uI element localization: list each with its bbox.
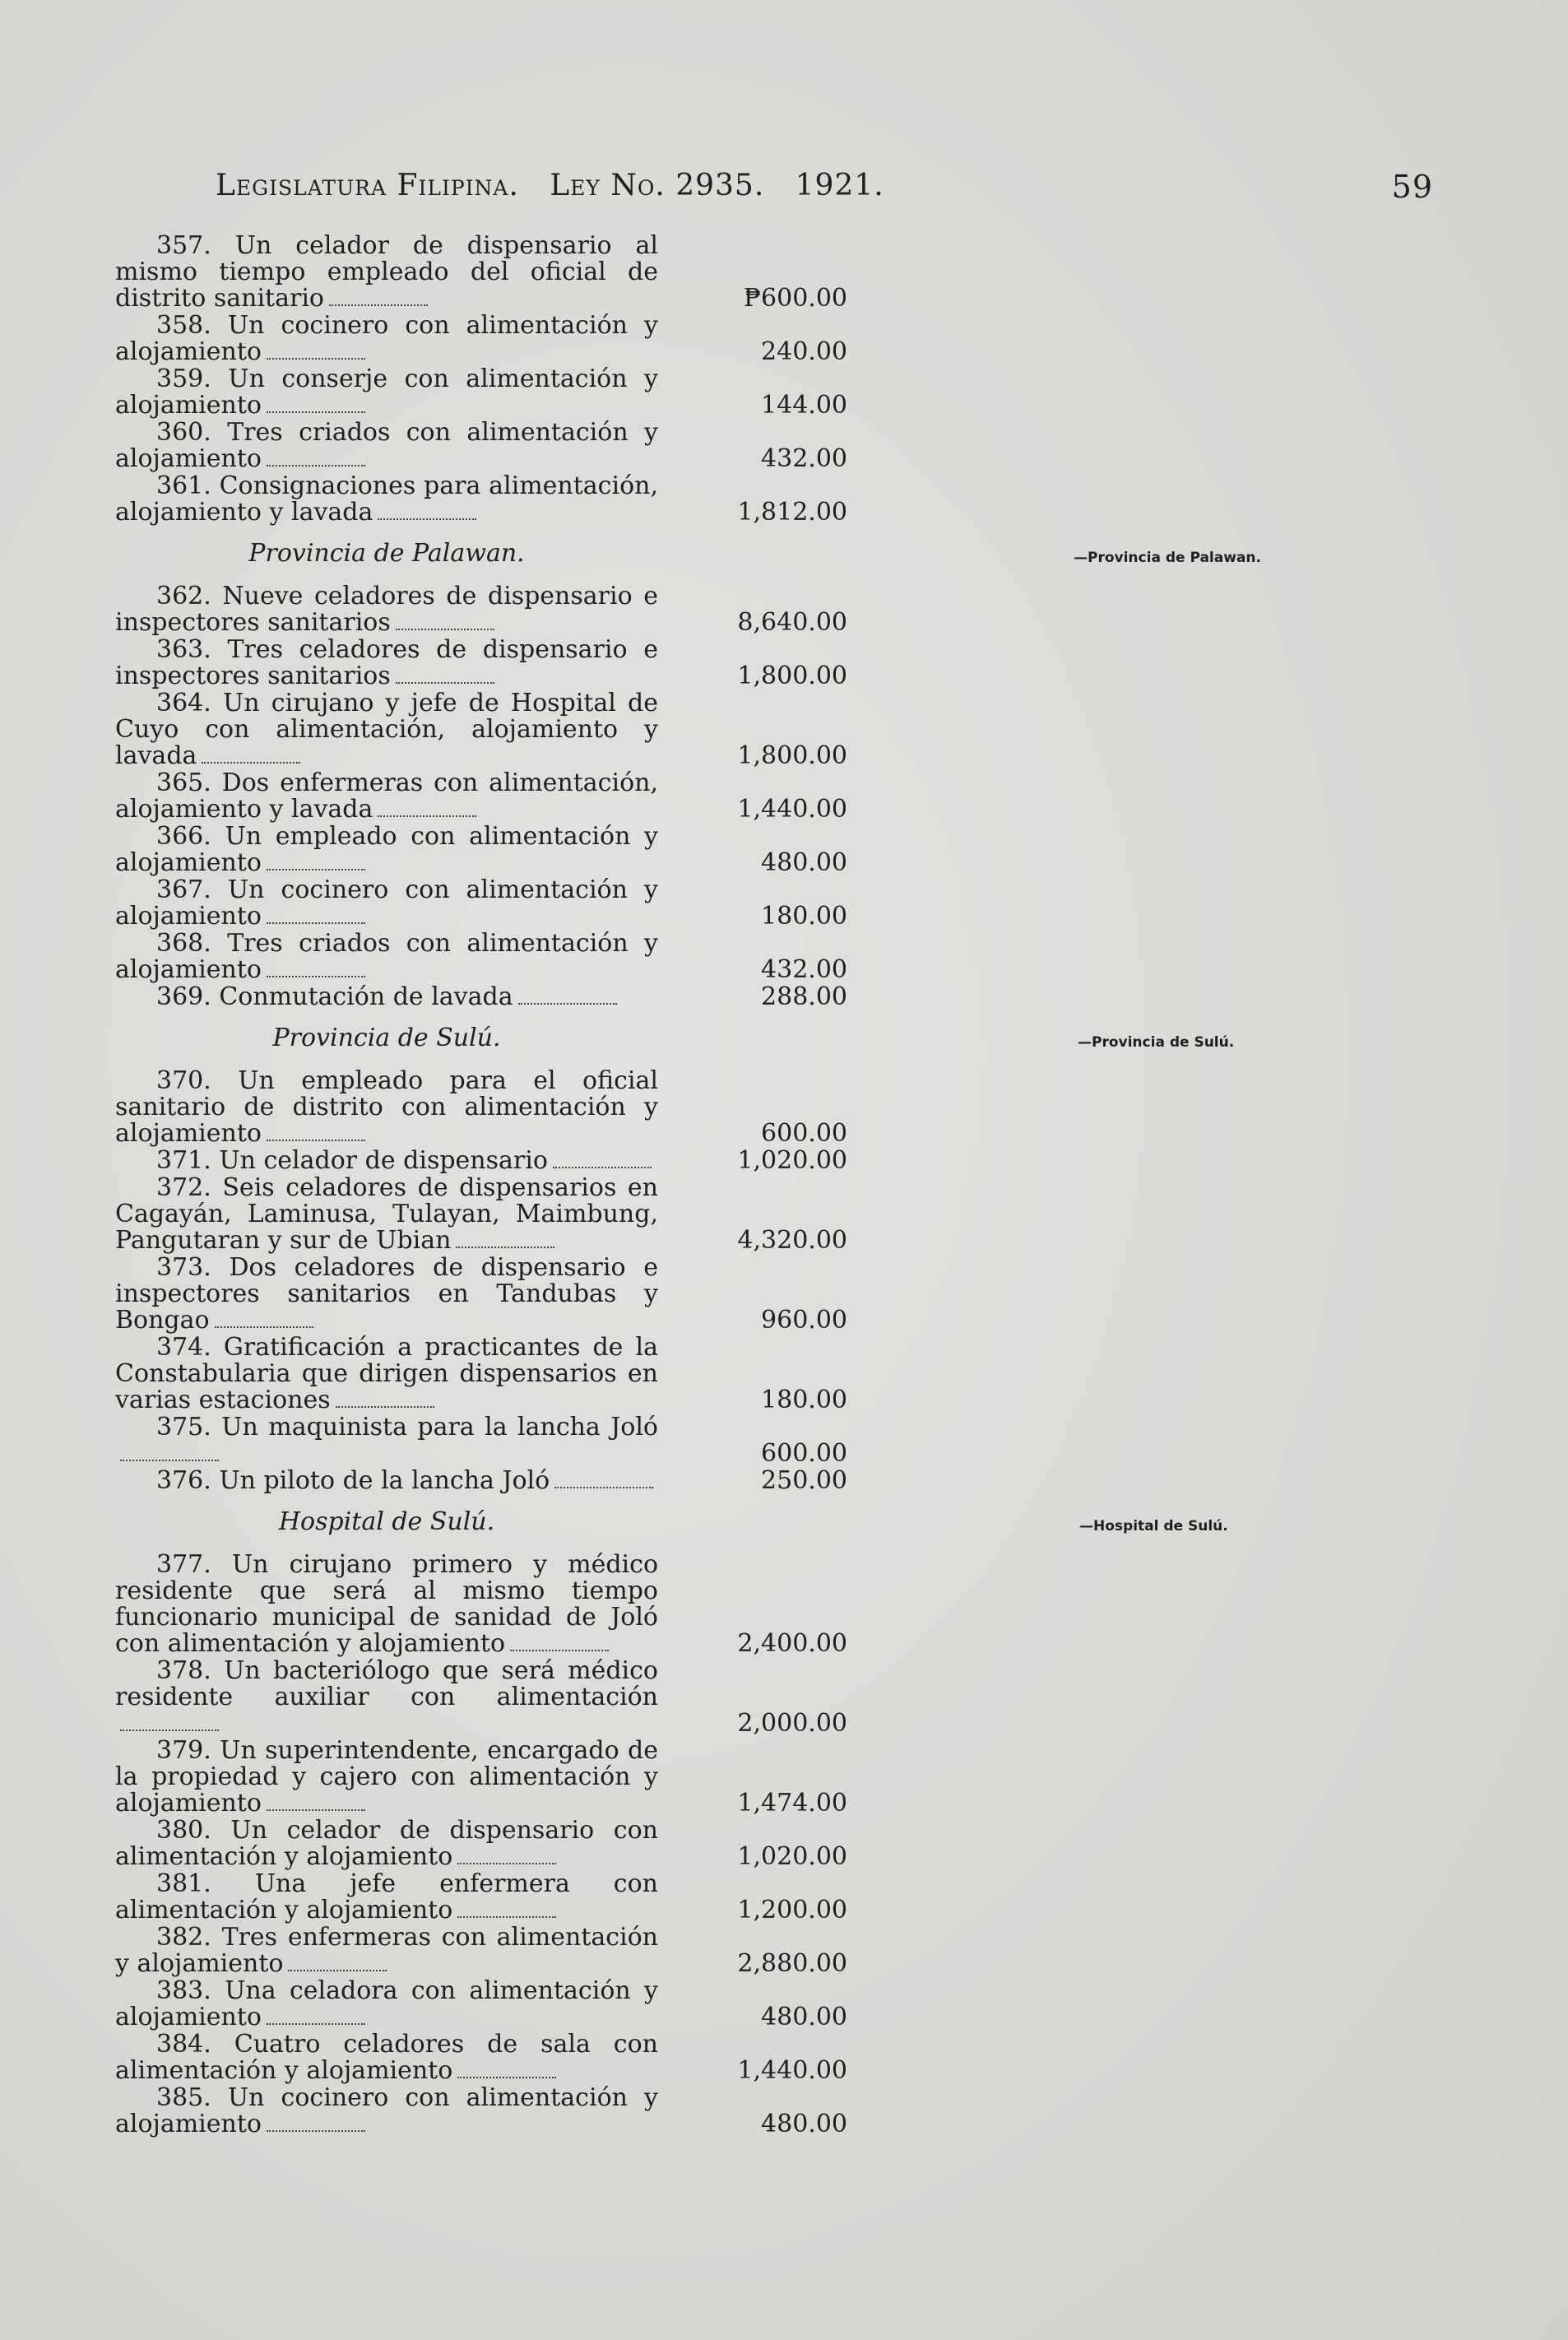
line-item-text: 380. Un celador de dispensario con alimentación y alojamiento [115,1816,658,1871]
dot-leader [554,1483,653,1488]
dot-leader [267,355,365,360]
line-item-text: 365. Dos enfermeras con alimentación, alojamiento y lavada [115,768,658,824]
line-item [115,1818,856,1870]
dot-leader [215,1323,313,1328]
header-title-left: Legislatura Filipina. [216,169,519,202]
line-item-text: 373. Dos celadores de dispensario e inspectores sanitarios en Tandubas y Bongao [115,1253,658,1335]
page-header [216,169,1433,205]
line-item-amount: 1,800.00 [737,741,847,770]
line-item-amount: 2,000.00 [737,1709,847,1738]
margin-note-hospital-sulu: —Hospital de Sulú. [1079,1518,1228,1534]
line-item-text: 368. Tres criados con alimentación y alojamiento [115,929,658,984]
line-item-text: 381. Una jefe enfermera con alimentación y alojamiento [115,1869,658,1924]
line-item [115,1871,856,1924]
line-item [115,1978,856,2031]
line-item-text: 376. Un piloto de la lancha Joló [115,1468,658,1494]
line-item-amount: 432.00 [761,444,847,473]
line-item-text: 369. Conmutación de lavada [115,984,658,1010]
line-item [115,1658,856,1737]
line-item-text: 359. Un conserje con alimentación y alojamiento [115,364,658,420]
dot-leader [120,1726,219,1731]
line-item-amount: 1,440.00 [737,2056,847,2085]
line-item [115,1738,856,1817]
header-year: 1921. [795,169,884,202]
line-item-text: 385. Un cocinero con alimentación y alojamiento [115,2083,658,2138]
line-item-amount: 180.00 [761,902,847,931]
line-item-amount: 2,880.00 [737,1949,847,1978]
line-item [115,366,856,419]
section-title: Provincia de Palawan. [248,539,525,568]
line-item-amount: 1,800.00 [737,662,847,690]
line-item-text: 364. Un cirujano y jefe de Hospital de Cuyo con alimentación, alojamiento y lavada [115,689,658,770]
line-item-amount: 8,640.00 [737,608,847,637]
line-item-text: 374. Gratificación a practicantes de la Constabularia que dirigen dispensarios en varias estaciones [115,1333,658,1414]
line-item-text: 379. Un superintendente, encargado de la propiedad y cajero con alimentación y alojamiento [115,1736,658,1818]
dot-leader [457,1913,556,1918]
line-item [115,931,856,983]
dot-leader [267,1806,365,1811]
dot-leader [267,408,365,413]
line-item [115,1148,856,1174]
line-item-text: 383. Una celadora con alimentación y alojamiento [115,1976,658,2031]
line-item-text: 372. Seis celadores de dispensarios en Cagayán, Laminusa, Tulayan, Maimbung, Pangutaran y sur de Ubian [115,1173,658,1255]
dot-leader [456,1243,554,1248]
dot-leader [336,1403,434,1408]
line-item-text: 375. Un maquinista para la lancha Joló [115,1414,658,1467]
dot-leader [396,679,494,684]
line-item-text: 378. Un bacteriólogo que será médico residente auxiliar con alimentación [115,1658,658,1737]
line-item-text: 384. Cuatro celadores de sala con alimentación y alojamiento [115,2030,658,2085]
dot-leader [378,812,476,817]
line-item-amount: 240.00 [761,337,847,366]
line-item [115,770,856,823]
line-item-amount: 4,320.00 [737,1226,847,1255]
line-item-text: 366. Un empleado con alimentación y alojamiento [115,822,658,877]
line-item [115,1068,856,1147]
dot-leader [553,1163,652,1168]
line-item [115,420,856,472]
section-title: Provincia de Sulú. [272,1024,501,1052]
dot-leader [378,515,476,520]
margin-note-sulu: —Provincia de Sulú. [1078,1034,1235,1051]
line-item-text: 360. Tres criados con alimentación y alojamiento [115,418,658,473]
line-item-amount: 1,812.00 [737,498,847,527]
dot-leader [267,462,365,467]
line-item-text: 361. Consignaciones para alimentación, alojamiento y lavada [115,471,658,527]
line-item-amount: 180.00 [761,1386,847,1414]
line-item-amount: 480.00 [761,2110,847,2138]
line-item [115,313,856,365]
line-item [115,984,856,1010]
line-item-amount: 1,200.00 [737,1896,847,1924]
dot-leader [396,625,494,630]
line-item [115,1335,856,1414]
line-item [115,877,856,930]
line-item [115,824,856,876]
line-item-text: 363. Tres celadores de dispensario e inspectores sanitarios [115,635,658,690]
line-item [115,1255,856,1334]
line-item-text: 382. Tres enfermeras con alimentación y alojamiento [115,1923,658,1978]
line-item [115,2085,856,2138]
line-item [115,1414,856,1467]
line-item [115,1924,856,1977]
dot-leader [267,2127,365,2132]
line-item-text: 358. Un cocinero con alimentación y alojamiento [115,311,658,366]
line-item-amount: 600.00 [761,1439,847,1468]
line-item-amount: 144.00 [761,391,847,420]
dot-leader [120,1456,219,1461]
margin-note-palawan: —Provincia de Palawan. [1074,550,1261,566]
appropriations-list [115,233,856,2138]
dot-leader [202,759,300,764]
line-item-amount: 480.00 [761,848,847,877]
line-item-amount: 600.00 [761,1119,847,1148]
line-item-text: 370. Un empleado para el oficial sanitario de distrito con alimentación y alojamiento [115,1066,658,1148]
line-item-text: 377. Un cirujano primero y médico residente que será al mismo tiempo funcionario municipal de sanidad de Joló con alimentación y alojamiento [115,1550,658,1658]
page-number: 59 [1391,169,1433,205]
dot-leader [267,2020,365,2025]
dot-leader [457,1859,556,1864]
line-item-text: 367. Un cocinero con alimentación y alojamiento [115,875,658,931]
dot-leader [267,973,365,977]
header-title-mid: Ley No. 2935. [550,169,765,202]
line-item [115,1468,856,1494]
line-item-amount: 480.00 [761,2003,847,2031]
line-item-text: 371. Un celador de dispensario [115,1148,658,1174]
line-item [115,637,856,689]
dot-leader [267,866,365,871]
dot-leader [288,1966,387,1971]
dot-leader [518,1000,617,1005]
line-item-amount: 1,020.00 [737,1146,847,1175]
line-item-amount: 960.00 [761,1306,847,1335]
line-item-text: 357. Un celador de dispensario al mismo tiempo empleado del oficial de distrito sanitario [115,231,658,313]
line-item-text: 362. Nueve celadores de dispensario e inspectores sanitarios [115,582,658,637]
line-item-amount: 250.00 [761,1466,847,1495]
line-item [115,1175,856,1254]
line-item-amount: 1,020.00 [737,1842,847,1871]
line-item-amount: 2,400.00 [737,1629,847,1658]
dot-leader [267,1136,365,1141]
line-item-amount: 288.00 [761,982,847,1011]
section-title: Hospital de Sulú. [278,1507,495,1536]
line-item-amount: 1,474.00 [737,1789,847,1818]
line-item-amount: 432.00 [761,955,847,984]
line-item [115,473,856,526]
line-item-amount: ₱600.00 [743,284,847,313]
dot-leader [510,1646,609,1651]
dot-leader [267,919,365,924]
line-item [115,2031,856,2084]
line-item [115,690,856,769]
line-item [115,1552,856,1657]
line-item-amount: 1,440.00 [737,795,847,824]
dot-leader [329,301,428,306]
dot-leader [457,2073,556,2078]
line-item [115,583,856,636]
line-item [115,233,856,312]
